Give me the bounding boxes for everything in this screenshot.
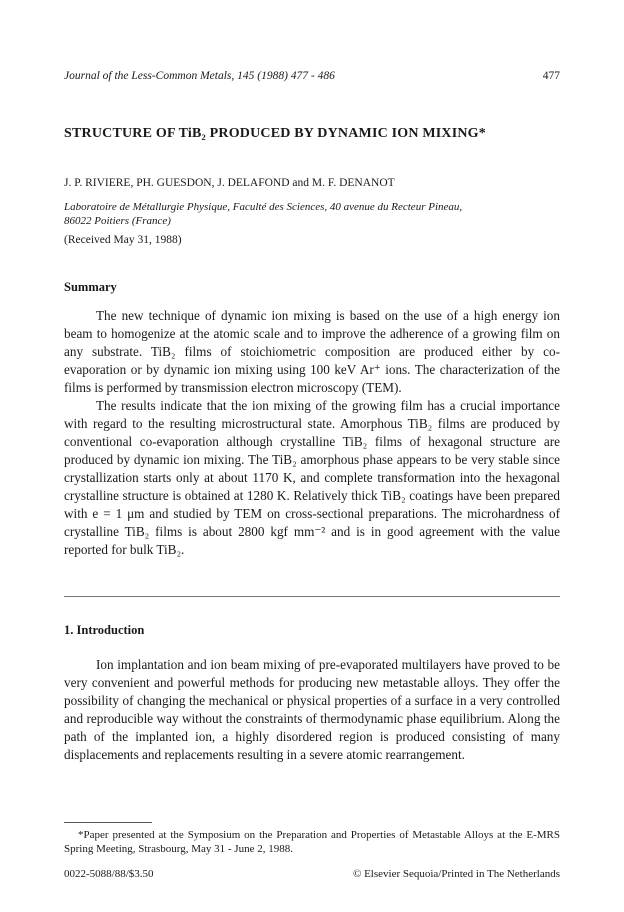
page-number: 477 — [542, 70, 560, 82]
summary-heading: Summary — [64, 280, 117, 294]
copyright-notice: © Elsevier Sequoia/Printed in The Netherlands — [352, 868, 560, 880]
article-title: STRUCTURE OF TiB₂ PRODUCED BY DYNAMIC ION MIXING* — [64, 126, 486, 141]
received-date: (Received May 31, 1988) — [64, 234, 182, 246]
summary-paragraph: The new technique of dynamic ion mixing is based on the use of a high energy ion beam to homogenize at the atomic scale and to improve the adherence of a growing film on any substrate. TiB₂ films of stoichiometric composition are produced either by co-evaporation or by dynamic ion mixing using 100 keV Ar⁺ ions. The characterization of the films is performed by transmission electron microscopy (TEM). — [64, 308, 560, 395]
summary-paragraph: The results indicate that the ion mixing of the growing film has a crucial importance with regard to the resulting microstructural state. Amorphous TiB₂ films are produced by conventional co-evaporation although crystalline TiB₂ films of hexagonal structure are produced by dynamic ion mixing. The TiB₂ amorphous phase appears to be very stable since crystallization starts only at about 1170 K, and complete transformation into the hexagonal crystalline structure is obtained at 1280 K. Relatively thick TiB₂ coatings have been prepared with e = 1 μm and studied by TEM on cross-sectional preparations. The microhardness of crystalline TiB₂ films is about 2800 kgf mm⁻² and is in good agreement with the value reported for bulk TiB₂. — [64, 398, 560, 557]
affiliation-line: Laboratoire de Métallurgie Physique, Faculté des Sciences, 40 avenue du Recteur Pineau, — [64, 201, 463, 213]
page-footer — [64, 868, 560, 884]
journal-citation: Journal of the Less-Common Metals, 145 (1988) 477 - 486 — [64, 70, 335, 82]
running-header — [64, 70, 560, 88]
footnote-text: *Paper presented at the Symposium on the Preparation and Properties of Metastable Alloys at the E-MRS Spring Meeting, Strasbourg, May 31 - June 2, 1988. — [64, 829, 560, 855]
footnote-divider — [64, 822, 152, 823]
publication-code: 0022-5088/88/$3.50 — [64, 868, 154, 880]
introduction-heading: 1. Introduction — [64, 623, 145, 637]
affiliation — [64, 200, 462, 228]
section-divider — [64, 596, 560, 597]
footnote — [64, 828, 560, 856]
author-list: J. P. RIVIERE, PH. GUESDON, J. DELAFOND and M. F. DENANOT — [64, 177, 395, 189]
summary-body — [64, 307, 560, 559]
introduction-body — [64, 656, 560, 764]
affiliation-line: 86022 Poitiers (France) — [64, 215, 171, 227]
introduction-paragraph: Ion implantation and ion beam mixing of pre-evaporated multilayers have proved to be very convenient and powerful methods for producing new metastable alloys. They offer the possibility of changing the mechanical or physical properties of a surface in a very controlled and reproducible way without the constraints of thermodynamic phase equilibrium. Along the path of the implanted ion, a highly disordered region is produced consisting of many displacements and replacements resulting in a severe atomic rearrangement. — [64, 657, 560, 762]
